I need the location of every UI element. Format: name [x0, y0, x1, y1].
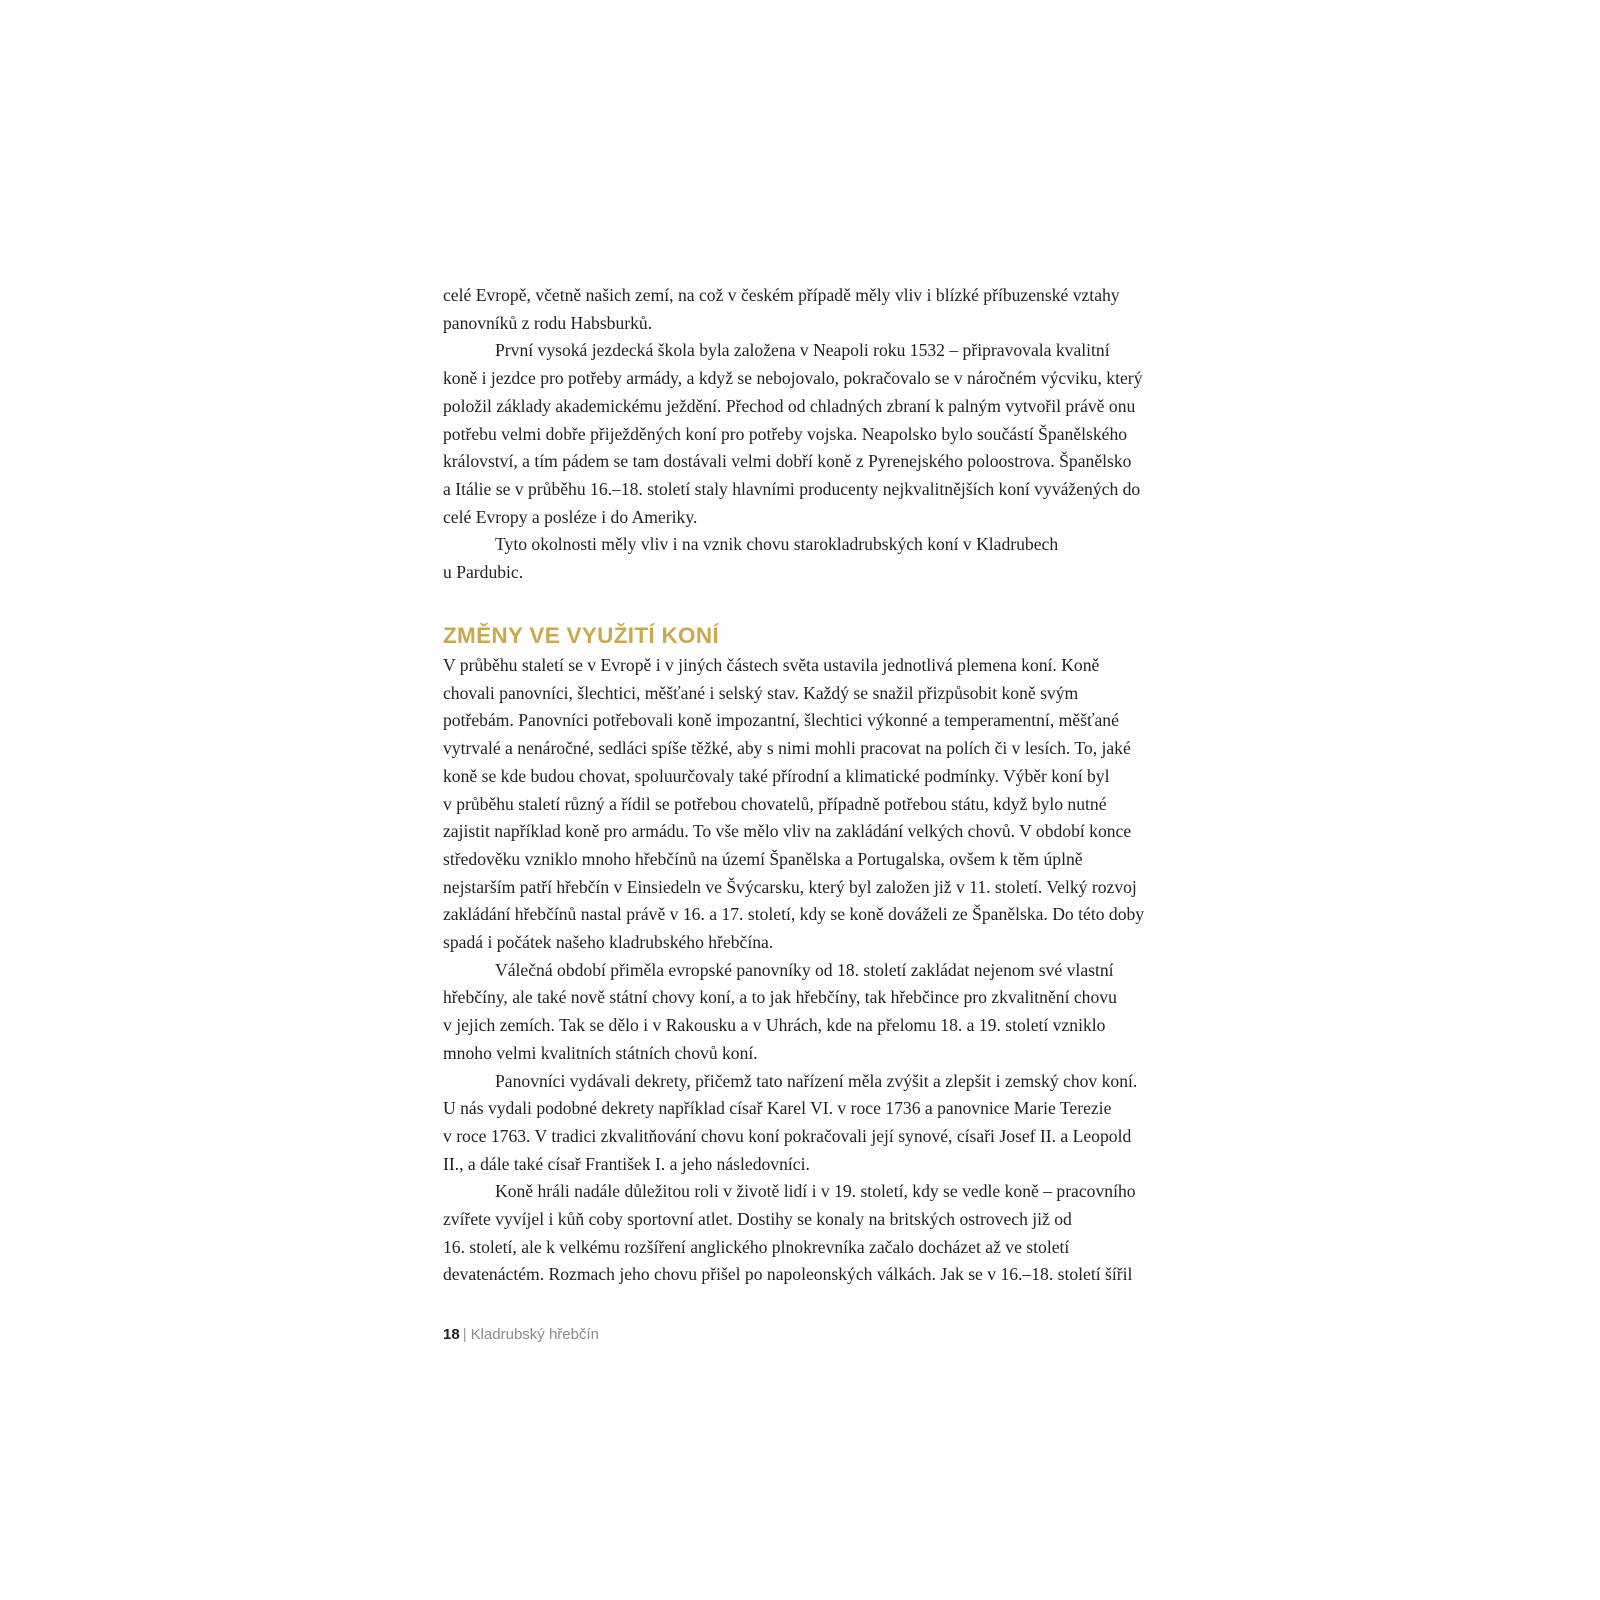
text-line: První vysoká jezdecká škola byla založena v Neapoli roku 1532 – připravovala kvalitní [495, 340, 1110, 361]
text-line: celé Evropy a posléze i do Ameriky. [443, 506, 698, 527]
text-line: hřebčíny, ale také nově státní chovy koní, a to jak hřebčíny, tak hřebčince pro zkvalitnění chovu [443, 987, 1117, 1008]
paragraph [443, 652, 1163, 957]
body-text-bottom [443, 652, 1163, 1289]
text-line: mnoho velmi kvalitních státních chovů koní. [443, 1042, 758, 1063]
text-line: nejstarším patří hřebčín v Einsiedeln ve Švýcarsku, který byl založen již v 11. století. Velký rozvoj [443, 876, 1137, 897]
text-line: zajistit například koně pro armádu. To vše mělo vliv na zakládání velkých chovů. V období konce [443, 821, 1132, 842]
text-line: II., a dále také císař František I. a jeho následovníci. [443, 1153, 810, 1174]
paragraph [443, 531, 1163, 586]
page-footer [443, 1325, 599, 1345]
text-line: Panovníci vydávali dekrety, přičemž tato nařízení měla zvýšit a zlepšit i zemský chov koní. [495, 1070, 1138, 1091]
text-line: zvířete vyvíjel i kůň coby sportovní atlet. Dostihy se konaly na britských ostrovech již od [443, 1209, 1072, 1230]
text-line: vytrvalé a nenáročné, sedláci spíše těžké, aby s nimi mohli pracovat na polích či v lesích. To, jaké [443, 738, 1131, 759]
text-line: Koně hráli nadále důležitou roli v životě lidí i v 19. století, kdy se vedle koně – pracovního [495, 1181, 1136, 1202]
text-line: a Itálie se v průběhu 16.–18. století staly hlavními producenty nejkvalitnějších koní vyvážených do [443, 478, 1141, 499]
text-line: Válečná období přiměla evropské panovníky od 18. století zakládat nejenom své vlastní [495, 959, 1114, 980]
text-line: potřebám. Panovníci potřebovali koně impozantní, šlechtici výkonné a temperamentní, měšťané [443, 710, 1119, 731]
paragraph [443, 282, 1163, 337]
book-title: Kladrubský hřebčín [470, 1326, 599, 1343]
text-line: spadá i počátek našeho kladrubského hřebčína. [443, 932, 774, 953]
text-line: zakládání hřebčínů nastal právě v 16. a 17. století, kdy se koně dováželi ze Španělska. Do této doby [443, 904, 1145, 925]
text-line: U nás vydali podobné dekrety například císař Karel VI. v roce 1736 a panovnice Marie Terezie [443, 1098, 1112, 1119]
text-line: chovali panovníci, šlechtici, měšťané i selský stav. Každý se snažil přizpůsobit koně svým [443, 682, 1079, 703]
text-line: potřebu velmi dobře přiježděných koní pro potřeby vojska. Neapolsko bylo součástí Španělského [443, 423, 1128, 444]
text-line: středověku vzniklo mnoho hřebčínů na území Španělska a Portugalska, ovšem k těm úplně [443, 848, 1083, 869]
paragraph [443, 957, 1163, 1068]
text-line: u Pardubic. [443, 562, 524, 583]
paragraph [443, 1068, 1163, 1179]
text-line: v jejich zemích. Tak se dělo i v Rakousku a v Uhrách, kde na přelomu 18. a 19. století vzniklo [443, 1015, 1106, 1036]
text-line: panovníků z rodu Habsburků. [443, 312, 653, 333]
text-line: celé Evropě, včetně našich zemí, na což v českém případě měly vliv i blízké příbuzenské vztahy [443, 285, 1120, 305]
text-line: v průběhu staletí různý a řídil se potřebou chovatelů, případně potřebou státu, když bylo nutné [443, 793, 1107, 814]
text-line: koně se kde budou chovat, spoluurčovaly také přírodní a klimatické podmínky. Výběr koní byl [443, 765, 1110, 786]
section-heading: ZMĚNY VE VYUŽITÍ KONÍ [443, 623, 719, 648]
footer-separator: | [462, 1326, 467, 1343]
text-line: devatenáctém. Rozmach jeho chovu přišel po napoleonských válkách. Jak se v 16.–18. století šířil [443, 1264, 1133, 1285]
text-line: 16. století, ale k velkému rozšíření anglického plnokrevníka začalo docházet až ve století [443, 1236, 1070, 1257]
text-line: v roce 1763. V tradici zkvalitňování chovu koní pokračovali její synové, císaři Josef II. a Leopold [443, 1125, 1132, 1146]
text-line: položil základy akademickému ježdění. Přechod od chladných zbraní k palným vytvořil právě onu [443, 395, 1136, 416]
page-number: 18 [443, 1326, 460, 1343]
text-line: V průběhu staletí se v Evropě i v jiných částech světa ustavila jednotlivá plemena koní. Koně [443, 655, 1100, 675]
text-line: koně i jezdce pro potřeby armády, a když se nebojovalo, pokračovalo se v náročném výcviku, který [443, 368, 1143, 389]
body-text-top [443, 282, 1163, 587]
paragraph [443, 337, 1163, 531]
text-line: království, a tím pádem se tam dostávali velmi dobří koně z Pyrenejského poloostrova. Španělsko [443, 451, 1132, 472]
text-line: Tyto okolnosti měly vliv i na vznik chovu starokladrubských koní v Kladrubech [495, 534, 1059, 555]
paragraph [443, 1178, 1163, 1289]
